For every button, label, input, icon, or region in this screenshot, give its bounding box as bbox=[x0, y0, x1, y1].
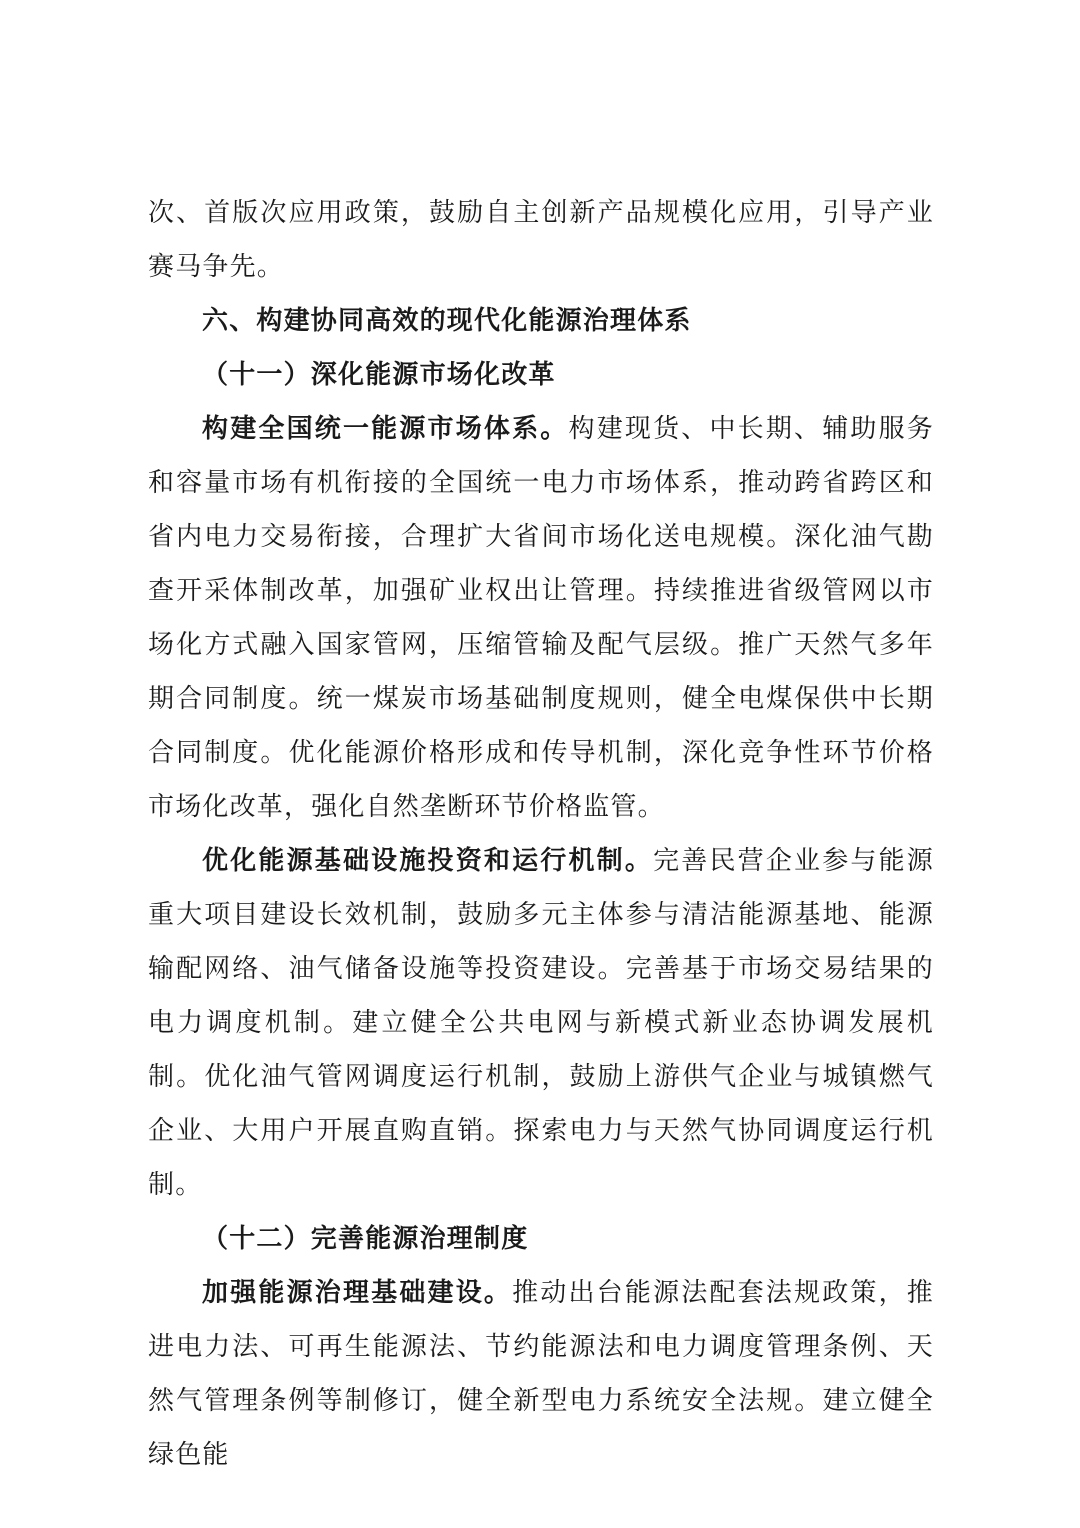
paragraph-text: 构建现货、中长期、辅助服务和容量市场有机衔接的全国统一电力市场体系，推动跨省跨区和省内电力交易衔接，合理扩大省间市场化送电规模。深化油气勘查开采体制改革，加强矿业权出让管理。持续推进省级管网以市场化方式融入国家管网，压缩管输及配气层级。推广天然气多年期合同制度。统一煤炭市场基础制度规则，健全电煤保供中长期合同制度。优化能源价格形成和传导机制，深化竞争性环节价格市场化改革，强化自然垄断环节价格监管。 bbox=[148, 414, 934, 822]
paragraph-lead: 构建全国统一能源市场体系。 bbox=[202, 414, 569, 444]
subsection-heading: （十二）完善能源治理制度 bbox=[202, 1224, 529, 1254]
section-heading: 六、构建协同高效的现代化能源治理体系 bbox=[202, 306, 692, 336]
paragraph-continuation bbox=[148, 186, 934, 294]
paragraph-text: 推动出台能源法配套法规政策，推进电力法、可再生能源法、节约能源法和电力调度管理条例、天然气管理条例等制修订，健全新型电力系统安全法规。建立健全绿色能 bbox=[148, 1278, 934, 1470]
paragraph-lead: 优化能源基础设施投资和运行机制。 bbox=[202, 846, 654, 876]
paragraph bbox=[148, 834, 934, 1212]
document-body bbox=[148, 186, 934, 1482]
paragraph bbox=[148, 402, 934, 834]
paragraph-text: 次、首版次应用政策，鼓励自主创新产品规模化应用，引导产业赛马争先。 bbox=[148, 198, 934, 282]
paragraph-text: 完善民营企业参与能源重大项目建设长效机制，鼓励多元主体参与清洁能源基地、能源输配网络、油气储备设施等投资建设。完善基于市场交易结果的电力调度机制。建立健全公共电网与新模式新业态协调发展机制。优化油气管网调度运行机制，鼓励上游供气企业与城镇燃气企业、大用户开展直购直销。探索电力与天然气协同调度运行机制。 bbox=[148, 846, 934, 1200]
subsection-heading: （十一）深化能源市场化改革 bbox=[202, 360, 556, 390]
paragraph bbox=[148, 1266, 934, 1482]
paragraph-lead: 加强能源治理基础建设。 bbox=[202, 1278, 513, 1308]
